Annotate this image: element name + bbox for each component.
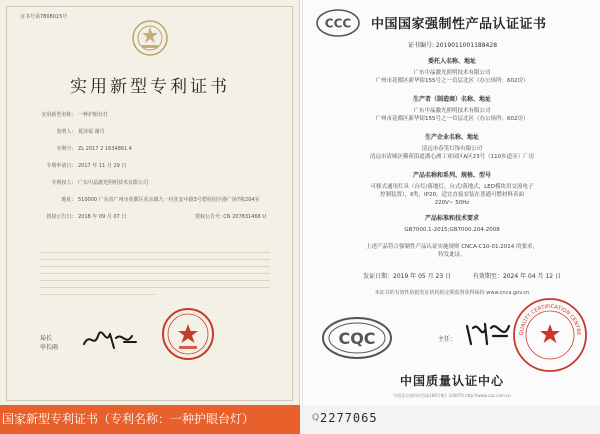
ccc-logo-icon bbox=[315, 8, 361, 38]
product-line-1: 可移式通用灯具（台灯/落地灯，台式/落地式，LED模块用交流电子 bbox=[370, 184, 534, 190]
serial-bar bbox=[300, 405, 600, 434]
certification-center-name: 中国质量认证中心 bbox=[399, 374, 504, 388]
patent-field-row bbox=[40, 129, 280, 136]
field-value: 2017 年 11 月 29 日 bbox=[78, 163, 127, 169]
patent-certificate bbox=[0, 0, 300, 405]
factory-address: 清远市清城区横荷街道湖心洲工业园区A区23号（110乡道旁）厂房 bbox=[369, 154, 535, 160]
patent-field-row bbox=[40, 214, 280, 221]
field-value: 夏泽福 谢丹 bbox=[78, 129, 105, 135]
field-value: ZL 2017 2 1634861.4 bbox=[78, 146, 132, 152]
svg-text:QUALITY CERTIFICATION CENTRE: QUALITY CERTIFICATION CENTRE bbox=[518, 303, 582, 336]
cqc-logo-icon bbox=[319, 314, 395, 362]
conformity-statement bbox=[323, 243, 581, 259]
ccc-footer: 中国北京南四环西路188号9区 100070 http://www.cqc.com.cn bbox=[393, 393, 511, 398]
national-emblem-icon bbox=[130, 18, 170, 58]
patent-field-row bbox=[40, 112, 280, 119]
svg-text:CQC: CQC bbox=[338, 329, 376, 348]
client-heading: 委托人名称、地址 bbox=[427, 58, 476, 65]
conformity-line-2: 特发此证。 bbox=[438, 252, 466, 258]
client-name: 广东中晶激光照明技术有限公司 bbox=[413, 70, 491, 76]
ccc-title: 中国国家强制性产品认证证书 bbox=[371, 17, 547, 32]
patent-body-text bbox=[40, 252, 270, 301]
patent-signature-area bbox=[40, 320, 280, 375]
field-value: 2018 年 09 月 07 日 bbox=[78, 214, 127, 220]
validity-site: www.cnca.gov.cn bbox=[486, 290, 530, 296]
producer-address: 广州市花都区新华街155号之一首层北区（办公场所：602房） bbox=[375, 116, 529, 122]
validity-text: 本证书的有效性依据发证机构的定期监督获得保持 bbox=[374, 290, 485, 296]
field-label: 地址: bbox=[61, 197, 73, 203]
field-label: 授权公告日: bbox=[46, 214, 73, 220]
patent-field-row bbox=[40, 197, 280, 204]
product-line-2: 控制装置），Ⅱ类，IP20，适宜直接安装在普通可燃材料表面 bbox=[380, 192, 524, 198]
svg-text:CCC: CCC bbox=[324, 16, 352, 31]
signature-labels bbox=[40, 334, 58, 352]
ccc-certificate bbox=[302, 0, 600, 405]
patent-field-row bbox=[40, 180, 280, 187]
validity-note bbox=[303, 289, 600, 296]
patent-signature-icon bbox=[80, 326, 140, 354]
producer-heading: 生产者（制造商）名称、地址 bbox=[412, 96, 491, 103]
field-value: 广东中晶激光照明技术有限公司 bbox=[78, 180, 149, 186]
factory-name: 清远市春笑灯饰有限公司 bbox=[421, 146, 483, 152]
signature-label-name: 申长雨 bbox=[40, 344, 59, 351]
standard-section bbox=[323, 213, 581, 234]
patent-cert-number: 证书号第7808015号 bbox=[20, 14, 68, 20]
product-heading: 产品名称和系列、规格、型号 bbox=[412, 172, 491, 179]
patent-title: 实用新型专利证书 bbox=[70, 77, 230, 97]
director-label: 主任： bbox=[438, 336, 457, 343]
serial-number: 2277065 bbox=[320, 411, 378, 425]
factory-heading: 生产企业名称、地址 bbox=[424, 134, 479, 141]
field-label: 专利申请日: bbox=[46, 163, 73, 169]
certificate-dates bbox=[363, 271, 561, 280]
ccc-cert-number: 证书编号: 2019011001188428 bbox=[408, 42, 498, 49]
field-label: 专利权人: bbox=[51, 180, 73, 186]
caption-text: 国家新型专利证书（专利名称：一种护眼台灯） bbox=[2, 412, 255, 426]
factory-section bbox=[323, 132, 581, 161]
field-label: 专利号: bbox=[56, 146, 73, 152]
client-section bbox=[323, 56, 581, 85]
patent-office-seal-icon bbox=[160, 306, 216, 362]
caption-bar bbox=[0, 405, 300, 434]
patent-field-row bbox=[40, 163, 280, 170]
patent-field-row bbox=[40, 146, 280, 153]
cqc-seal-icon bbox=[511, 296, 589, 374]
patent-fields bbox=[40, 112, 280, 231]
standard-text: GB7000.1-2015;GB7000.204-2008 bbox=[404, 227, 500, 233]
expiry-date: 有效期至：2024 年 04 月 12 日 bbox=[472, 273, 561, 280]
issue-date: 发证日期：2019 年 05 月 23 日 bbox=[363, 273, 452, 280]
serial-prefix: Q bbox=[312, 413, 320, 423]
signature-label-title: 局长 bbox=[40, 335, 53, 342]
field-value: 510000 广东省广州市花都区花东镇九一村花安中路3号碧桂园空港广场7栋204室 bbox=[78, 197, 260, 203]
field-label: 发明人: bbox=[56, 129, 73, 135]
product-section bbox=[323, 170, 581, 207]
client-address: 广州市花都区新华街155号之一首层北区（办公场所：602房） bbox=[375, 78, 529, 84]
standard-heading: 产品标准和技术要求 bbox=[424, 215, 479, 222]
field-value: 一种护眼台灯 bbox=[78, 112, 109, 118]
product-line-3: 220V~ 50Hz bbox=[434, 200, 470, 206]
producer-section bbox=[323, 94, 581, 123]
director-signature-icon bbox=[463, 318, 513, 348]
field-value-secondary: 授权公告号: CN 207831468 U bbox=[195, 214, 266, 220]
conformity-line-1: 上述产品符合强制性产品认证实施规则 CNCA-C10-01:2014 的要求， bbox=[365, 244, 539, 250]
field-label: 实用新型名称: bbox=[41, 112, 73, 118]
producer-name: 广东中晶激光照明技术有限公司 bbox=[413, 108, 491, 114]
